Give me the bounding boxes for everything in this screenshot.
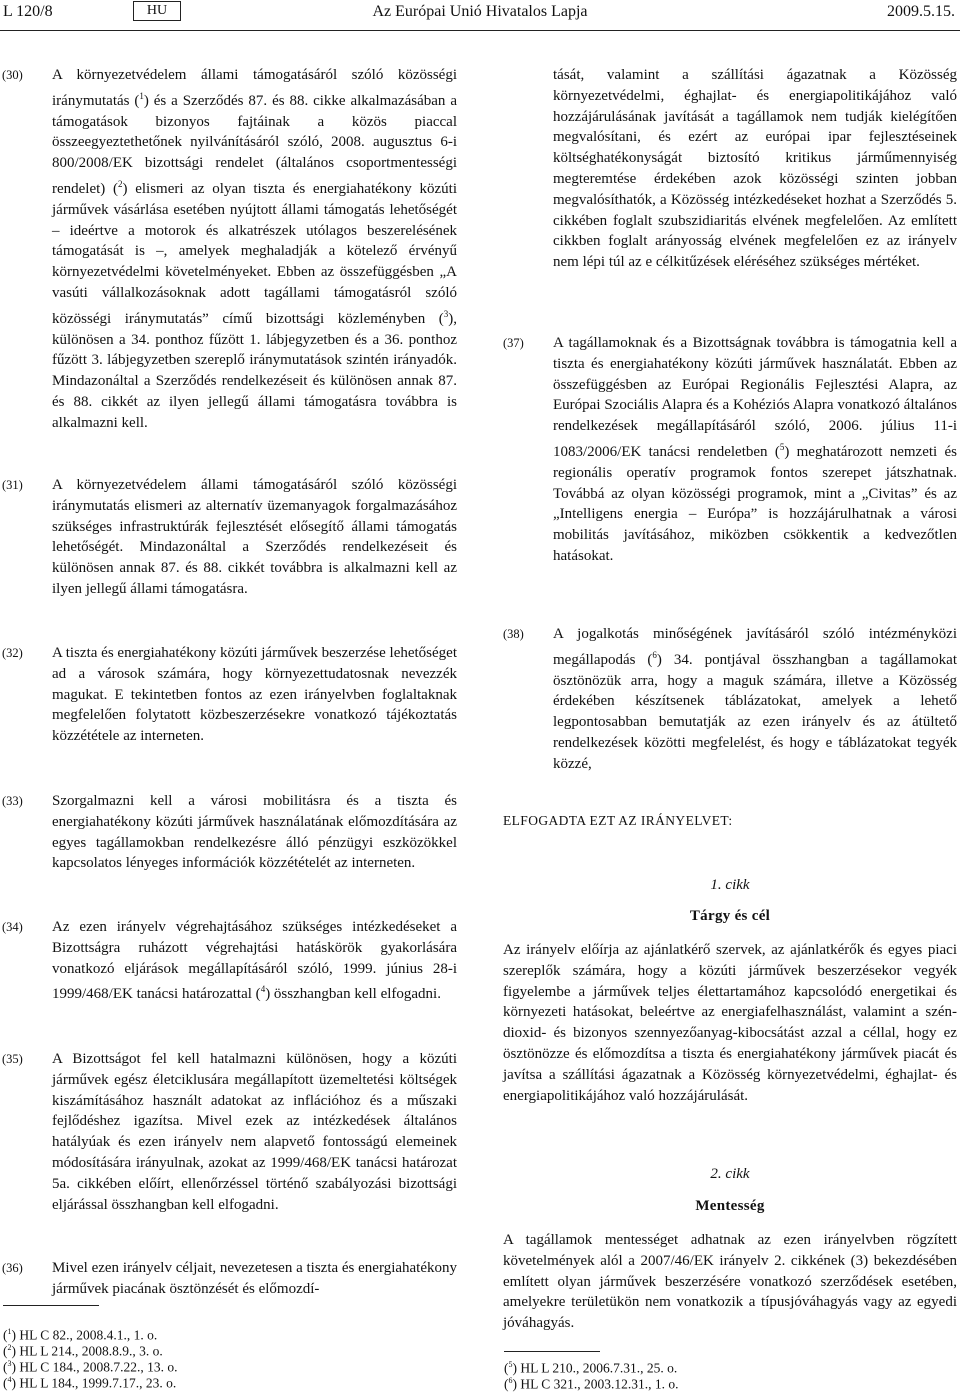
page-header — [0, 0, 960, 30]
recital-text: A jogalkotás minőségének javításáról szóló intézményközi megállapodás ($^6$) 34. pontjával összhangban a tagállamokat ösztönözük arra, hogy a maguk számára, illetve a Közösség érdekében készítsenek táblázatokat, amelyek a lehető legpontosabban bemutatják az ezen irányelv és az átültető rendelkezések közötti megfelelést, és hogy e táblázatokat tegyék közzé, — [553, 626, 957, 772]
article-1-title: Tárgy és cél — [689, 908, 771, 924]
footnote-3: ($^3$) HL C 184., 2008.7.22., 13. o. — [3, 1359, 178, 1375]
recital-number: (37) — [503, 336, 524, 350]
recital-number: (35) — [2, 1052, 23, 1066]
recital-number: (31) — [2, 478, 23, 492]
recital-text: A környezetvédelem állami támogatásáról szóló közösségi iránymutatás elismeri az alternatív üzemanyagok forgalmazásához szükséges infrastruktúrák fejlesztését elősegítő állami támogatás lehetőségét. Mindazonáltal a Szerződés rendelkezéseit és különösen annak 87. és 88. cikkét továbbra is alkalmazni kell az ilyen jellegű állami támogatásra. — [52, 477, 457, 597]
recital-number: (38) — [503, 627, 524, 641]
recital-number: (32) — [2, 646, 23, 660]
header-rule — [0, 30, 960, 31]
article-1-number: 1. cikk — [710, 877, 750, 893]
footnote-4: ($^4$) HL L 184., 1999.7.17., 23. o. — [3, 1375, 177, 1391]
recital-number: (34) — [2, 920, 23, 934]
recital-number: (36) — [2, 1261, 23, 1275]
recital-number: (33) — [2, 794, 23, 808]
article-2-text: A tagállamok mentességet adhatnak az ezen irányelvben rögzített követelmények alól a 2007/46/EK irányelv 2. cikkének (3) bekezdésében említett olyan járművek beszerzésére vonatkozó szerződések esetében, amelyekre területükön nem vonatkozik a típusjóváhagyás vagy az egyedi jóváhagyás. — [503, 1232, 957, 1332]
footnote-rule-right — [504, 1351, 600, 1352]
recital-text: A tiszta és energiahatékony közúti járművek beszerzése lehetőséget ad a városok számára, hogy környezettudatosnak nevezzék magukat. E tekintetben fontos az ezen irányelvben foglaltaknak megfelelően folytatott közbeszerzésekre vonatkozó tájékoztatás közzététele az interneten. — [52, 645, 457, 745]
footnote-2: ($^2$) HL L 214., 2008.8.9., 3. o. — [3, 1343, 163, 1359]
recital-text: A Bizottságot fel kell hatalmazni különösen, hogy a közúti járművek egész életciklusára megállapított üzemeltetési költségek kiszámításához használt adatokat az inflációhoz és a műszaki fejlődéshez igazítsa. Mivel ezek az intézkedések általános hatályúak és ezen irányelv nem alapvető fontosságú elemeinek módosítására irányulnak, azokat az 1999/468/EK tanácsi határozat 5a. cikkében előírt, ellenőrzéssel történő szabályozási bizottsági eljárással összhangban kell elfogadni. — [52, 1051, 457, 1213]
adoption-statement: ELFOGADTA EZT AZ IRÁNYELVET: — [503, 813, 733, 828]
publication-date: 2009.5.15. — [887, 3, 955, 20]
recital-number: (30) — [2, 68, 23, 82]
article-2-title: Mentesség — [695, 1198, 765, 1214]
article-2-number: 2. cikk — [710, 1166, 750, 1182]
footnote-6: ($^6$) HL C 321., 2003.12.31., 1. o. — [504, 1376, 679, 1392]
recital-text: A környezetvédelem állami támogatásáról szóló közösségi iránymutatás ($^1$) és a Szerződés 87. és 88. cikke alkalmazásában a támogatások bizonyos fajtáinak a közös piaccal összeegyeztethetőnek nyilvánításáról szóló, 2008. augusztus 6-i 800/2008/EK bizottsági rendelet (általános csoportmentességi rendelet) ($^2$) elismeri az olyan tiszta és energiahatékony közúti járművek vásárlása esetében nyújtott állami támogatás lehetőségét – ideértve a motorok és alkatrészek utólagos beszerelésének támogatását is –, amelyek meghaladják a kötelező érvényű környezetvédelmi követelményeket. Ebben az összefüggésben „A vasúti vállalkozásoknak adott tagállami támogatásról szóló közösségi iránymutatás” című bizottsági közleményben ($^3$), különösen a 34. ponthoz fűzött 1. lábjegyzetben és a 36. ponthoz fűzött 3. lábjegyzetben szereplő iránymutatások szintén irányadók. Mindazonáltal a Szerződés rendelkezéseit és különösen annak 87. és 88. cikkét az ilyen jellegű állami támogatásra továbbra is alkalmazni kell. — [52, 67, 457, 431]
footnote-5: ($^5$) HL L 210., 2006.7.31., 25. o. — [504, 1360, 678, 1376]
recital-36-continued: tását, valamint a szállítási ágazatnak a Közösség környezetvédelmi, éghajlat- és energiapolitikájához való hozzájárulásának javítását a tagállamok nem tudják kielégítően megvalósítani, és ezért az európai ipar fejlesztéseinek költséghatékonyságát biztosító kritikus járműmennyiség megteremtése érdekében azok közösségi szinten jobban megvalósíthatók, a Közösség intézkedéseket hozhat a Szerződés 5. cikkében foglalt szubszidiaritás elvének megfelelően. Az említett cikkben foglalt arányosság elvének megfelelően ez az irányelv nem lépi túl az e célkitűzések eléréséhez szükséges mértéket. — [553, 67, 957, 271]
journal-page-ref: L 120/8 — [3, 3, 53, 20]
recital-text: Mivel ezen irányelv céljait, nevezetesen a tiszta és energiahatékony járművek piacának ösztönzését és előmozdí- — [52, 1260, 457, 1297]
journal-title: Az Európai Unió Hivatalos Lapja — [372, 3, 588, 20]
footnote-rule-left — [3, 1305, 99, 1306]
language-badge: HU — [133, 1, 181, 21]
footnote-1: ($^1$) HL C 82., 2008.4.1., 1. o. — [3, 1327, 158, 1343]
article-1-text: Az irányelv előírja az ajánlatkérő szervek, az ajánlatkérők és egyes piaci szereplők számára, hogy a közúti járművek beszerzésekor vegyék figyelembe a járművek teljes élettartamához kapcsolódó energetikai és környezeti hatásokat, beleértve az energiafelhasználást, valamint a szén-dioxid- és bizonyos szennyezőanyag-kibocsátást azzal a céllal, hogy ez ösztönözze és előmozdítsa a tiszta és energiahatékony járművek piacát és javítsa a szállítási ágazatnak a Közösség környezetvédelmi, éghajlat- és energiapolitikájához való hozzájárulását. — [503, 942, 957, 1104]
recital-text: Az ezen irányelv végrehajtásához szükséges intézkedéseket a Bizottságra ruházott végrehajtási hatáskörök gyakorlására vonatkozó eljárások megállapításáról szóló, 1999. június 28-i 1999/468/EK tanácsi határozattal ($^4$) összhangban kell elfogadni. — [52, 919, 457, 1003]
recital-text: A tagállamoknak és a Bizottságnak továbbra is támogatnia kell a tiszta és energiahatékony közúti járművek használatát. Ebben az összefüggésben az Európai Regionális Fejlesztési Alapra, az Európai Szociális Alapra és a Kohéziós Alapra vonatkozó általános rendelkezések megállapításáról szóló, 2006. július 11-i 1083/2006/EK tanácsi rendeletben ($^5$) meghatározott nemzeti és regionális operatív programok fontos szerepet játszhatnak. Továbbá az olyan közösségi programok, mint a „Civitas” és az „Intelligens energia – Európa” is hozzájárulhatnak a városi mobilitás javításához, miközben csökkentik a kedvezőtlen hatásokat. — [553, 335, 958, 564]
recital-text: Szorgalmazni kell a városi mobilitásra és a tiszta és energiahatékony közúti járművek használatának előmozdítására az egyes tagállamokban rendelkezésre álló pénzügyi eszközökkel kapcsolatos lényeges információk közzétételét az interneten. — [52, 793, 457, 872]
